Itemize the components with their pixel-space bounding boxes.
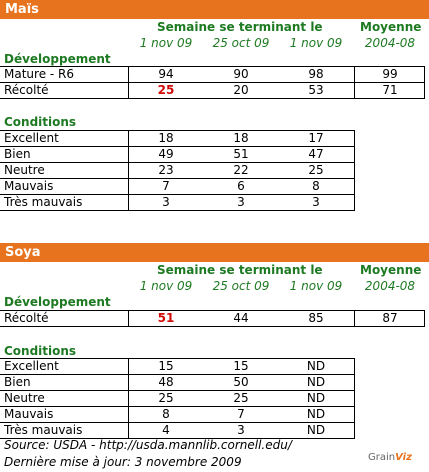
cell: ND: [306, 423, 326, 437]
soya-dev-title: Développement: [4, 295, 111, 309]
row-label: Bien: [4, 375, 31, 389]
mais-cond-title: Conditions: [4, 115, 77, 129]
last-updated-note: Dernière mise à jour: 3 novembre 2009: [4, 455, 242, 469]
row-label: Excellent: [4, 131, 59, 145]
cell: 3: [237, 423, 245, 437]
row-label: Très mauvais: [4, 195, 83, 209]
cell: 15: [158, 359, 174, 373]
row-label: Mature - R6: [4, 67, 75, 81]
cell: 22: [233, 163, 249, 177]
soya-date-2: 25 oct 09: [212, 279, 270, 293]
row-label: Neutre: [4, 163, 45, 177]
cell: 3: [237, 195, 245, 209]
cell: 49: [158, 147, 174, 161]
table-row: [0, 66, 429, 83]
soya-cond-title: Conditions: [4, 344, 77, 358]
mais-dev-title: Développement: [4, 52, 111, 66]
cell: 53: [308, 83, 324, 97]
logo-text-viz: Viz: [395, 452, 412, 463]
table-row: [0, 194, 429, 211]
mais-date-2: 25 oct 09: [212, 36, 270, 50]
source-note: Source: USDA - http://usda.mannlib.cornell.edu/: [4, 438, 292, 452]
cell: 25: [158, 391, 174, 405]
highlight-cell: 25: [157, 83, 175, 97]
table-row: [0, 162, 429, 179]
grainviz-logo: [368, 452, 412, 463]
row-label: Très mauvais: [4, 423, 83, 437]
cell: 44: [233, 311, 249, 325]
mais-header-avg: Moyenne: [360, 20, 422, 34]
soya-header-week: Semaine se terminant le: [157, 263, 323, 277]
table-row: [0, 406, 429, 423]
cell: 8: [312, 179, 320, 193]
soya-date-1: 1 nov 09: [139, 279, 193, 293]
cell: ND: [306, 407, 326, 421]
row-label: Neutre: [4, 391, 45, 405]
mais-date-4: 2004-08: [364, 36, 416, 50]
table-row: [0, 146, 429, 163]
row-label: Récolté: [4, 311, 49, 325]
cell: 50: [233, 375, 249, 389]
cell: 17: [308, 131, 324, 145]
table-row: [0, 358, 429, 375]
cell: ND: [306, 359, 326, 373]
cell: 90: [233, 67, 249, 81]
cell: 25: [308, 163, 324, 177]
row-label: Excellent: [4, 359, 59, 373]
soya-date-3: 1 nov 09: [289, 279, 343, 293]
highlight-cell: 51: [157, 311, 175, 325]
cell: 71: [382, 83, 398, 97]
cell: 18: [158, 131, 174, 145]
table-row: [0, 374, 429, 391]
row-label: Bien: [4, 147, 31, 161]
cell: 25: [233, 391, 249, 405]
cell: 4: [162, 423, 170, 437]
soya-section: [0, 243, 429, 437]
cell: 23: [158, 163, 174, 177]
row-label: Mauvais: [4, 179, 54, 193]
cell: 3: [312, 195, 320, 209]
table-row: [0, 422, 429, 439]
cell: 6: [237, 179, 245, 193]
mais-title: Maïs: [0, 0, 429, 19]
cell: 51: [233, 147, 249, 161]
mais-section: [0, 0, 429, 209]
mais-header-week: Semaine se terminant le: [157, 20, 323, 34]
cell: 8: [162, 407, 170, 421]
row-label: Mauvais: [4, 407, 54, 421]
mais-date-3: 1 nov 09: [289, 36, 343, 50]
cell: 47: [308, 147, 324, 161]
cell: 20: [233, 83, 249, 97]
logo-text-grain: Grain: [368, 452, 396, 463]
cell: ND: [306, 391, 326, 405]
soya-header-avg: Moyenne: [360, 263, 422, 277]
cell: 98: [308, 67, 324, 81]
cell: 99: [382, 67, 398, 81]
cell: 94: [158, 67, 174, 81]
table-row: [0, 82, 429, 99]
table-row: [0, 178, 429, 195]
mais-date-1: 1 nov 09: [139, 36, 193, 50]
table-row: [0, 310, 429, 327]
cell: 3: [162, 195, 170, 209]
row-label: Récolté: [4, 83, 49, 97]
soya-title: Soya: [0, 243, 429, 262]
cell: 15: [233, 359, 249, 373]
cell: ND: [306, 375, 326, 389]
cell: 48: [158, 375, 174, 389]
cell: 7: [162, 179, 170, 193]
cell: 85: [308, 311, 324, 325]
table-row: [0, 390, 429, 407]
cell: 18: [233, 131, 249, 145]
cell: 87: [382, 311, 398, 325]
table-row: [0, 130, 429, 147]
soya-date-4: 2004-08: [364, 279, 416, 293]
cell: 7: [237, 407, 245, 421]
